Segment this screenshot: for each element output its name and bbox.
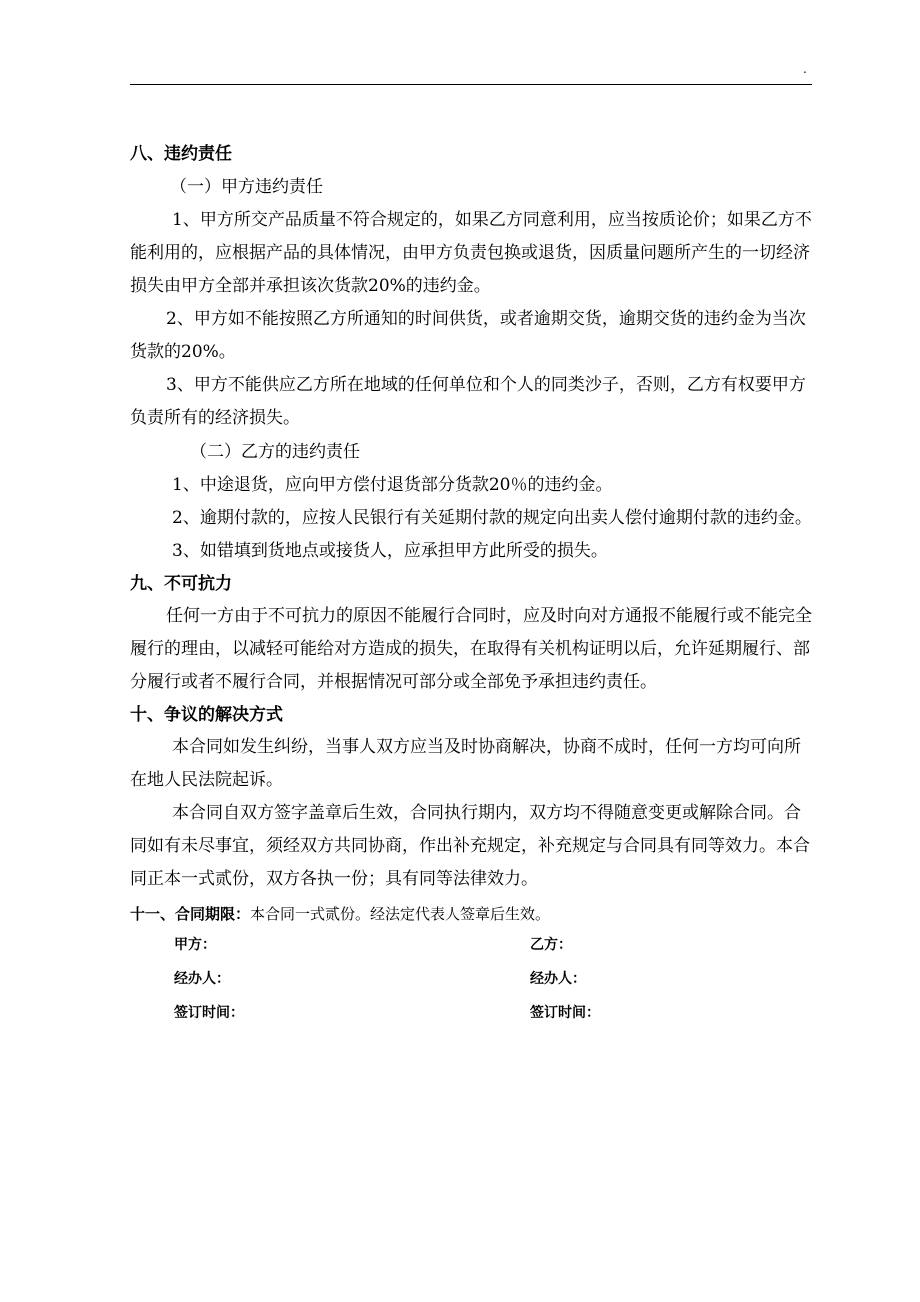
party-a-label: 甲方： <box>174 937 216 953</box>
header-mark: . <box>803 62 807 76</box>
section-9-text: 任何一方由于不可抗力的原因不能履行合同时，应及时向对方通报不能履行或不能完全履行的理由，以减轻可能给对方造成的损失，在取得有关机构证明以后，允许延期履行、部分履行或者不履行合同，并根据情况可部分或全部免予承担违约责任。 <box>130 606 812 692</box>
date-a-label: 签订时间： <box>174 1005 244 1021</box>
agent-a-label: 经办人： <box>174 971 230 987</box>
section-10-text-1: 本合同如发生纠纷，当事人双方应当及时协商解决，协商不成时，任何一方均可向所在地人民法院起诉。 <box>130 737 801 790</box>
section-8-sub2: （二）乙方的违约责任 <box>190 442 360 462</box>
section-8-clause-3: 3、甲方不能供应乙方所在地域的任何单位和个人的同类沙子，否则，乙方有权要甲方负责所有的经济损失。 <box>130 375 806 428</box>
section-11-text: 本合同一式贰份。经法定代表人签章后生效。 <box>250 905 551 923</box>
contract-body <box>130 138 812 1030</box>
section-11 <box>130 900 812 928</box>
section-9-title: 九、不可抗力 <box>130 574 232 594</box>
section-10-title: 十、争议的解决方式 <box>130 705 283 725</box>
signature-row-date <box>130 996 812 1030</box>
header-rule <box>130 84 812 85</box>
section-8-clause-2: 2、甲方如不能按照乙方所通知的时间供货，或者逾期交货，逾期交货的违约金为当次货款的20%。 <box>130 309 806 362</box>
party-b-label: 乙方： <box>530 937 572 953</box>
section-8-clause-1: 1、甲方所交产品质量不符合规定的，如果乙方同意利用，应当按质论价；如果乙方不能利用的，应根据产品的具体情况，由甲方负责包换或退货，因质量问题所产生的一切经济损失由甲方全部并承担该次货款20%的违约金。 <box>130 210 812 296</box>
signature-row-agent <box>130 962 812 996</box>
date-b-label: 签订时间： <box>530 1005 600 1021</box>
section-8-title: 八、违约责任 <box>130 144 232 164</box>
section-10-text-2: 本合同自双方签字盖章后生效，合同执行期内，双方均不得随意变更或解除合同。合同如有未尽事宜，须经双方共同协商，作出补充规定，补充规定与合同具有同等效力。本合同正本一式贰份，双方各执一份；具有同等法律效力。 <box>130 803 810 889</box>
section-8-b-clause-2: 2、逾期付款的，应按人民银行有关延期付款的规定向出卖人偿付逾期付款的违约金。 <box>172 508 812 528</box>
section-8-b-clause-1: 1、中途退货，应向甲方偿付退货部分货款20％的违约金。 <box>172 475 613 495</box>
agent-b-label: 经办人： <box>530 971 586 987</box>
signature-row-party <box>130 928 812 962</box>
section-8-b-clause-3: 3、如错填到货地点或接货人，应承担甲方此所受的损失。 <box>172 541 608 561</box>
section-8-sub1: （一）甲方违约责任 <box>170 177 323 197</box>
section-11-title: 十一、合同期限： <box>130 905 251 923</box>
